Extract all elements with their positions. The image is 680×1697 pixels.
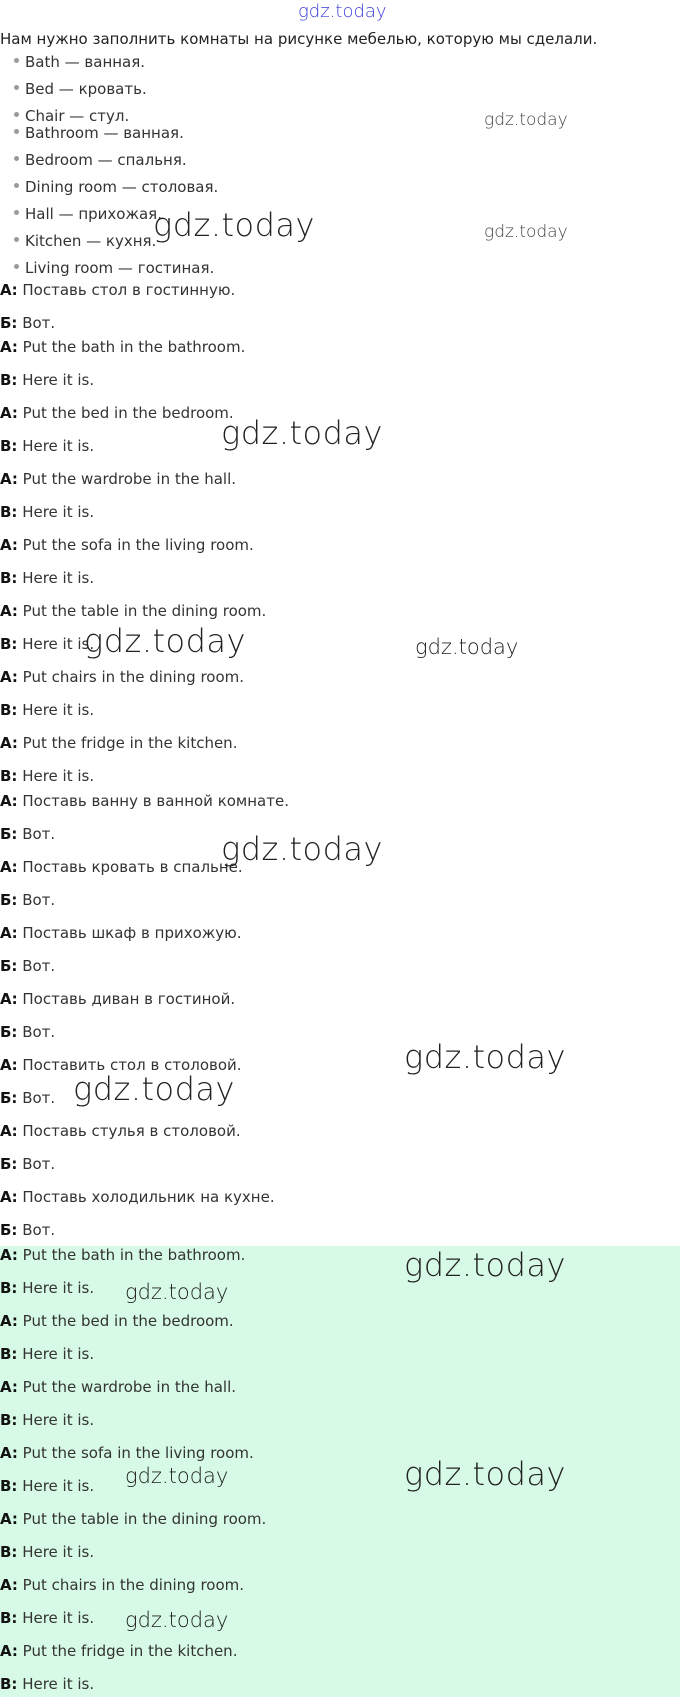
dialog-line: A: Put the bath in the bathroom. [0,338,246,356]
watermark: gdz.today [221,830,383,868]
bullet-icon [14,264,19,269]
list-item: Chair — стул. [14,107,129,125]
top-watermark: gdz.today [298,1,387,22]
dialog-line: B: Here it is. [0,1609,95,1627]
dialog-line: Б: Вот. [0,1023,56,1041]
dialog-line: B: Here it is. [0,437,95,455]
list-item: Living room — гостиная. [14,259,214,277]
dialog-line: B: Here it is. [0,1543,95,1561]
dialog-line: A: Put the bed in the bedroom. [0,1312,234,1330]
dialog-line: Б: Вот. [0,1221,56,1239]
dialog-line: B: Here it is. [0,1345,95,1363]
dialog-line: B: Here it is. [0,701,95,719]
bullet-icon [14,210,19,215]
dialog-line: A: Put the fridge in the kitchen. [0,1642,238,1660]
dialog-line: B: Here it is. [0,1411,95,1429]
dialog-line: А: Поставь шкаф в прихожую. [0,924,242,942]
dialog-line: A: Put the sofa in the living room. [0,536,254,554]
bullet-icon [14,183,19,188]
dialog-line: Б: Вот. [0,1155,56,1173]
dialog-line: А: Поставить стол в столовой. [0,1056,242,1074]
dialog-line: А: Поставь стол в гостинную. [0,281,236,299]
bullet-icon [14,129,19,134]
dialog-line: A: Put chairs in the dining room. [0,1576,245,1594]
dialog-line: А: Поставь стулья в столовой. [0,1122,241,1140]
watermark: gdz.today [153,206,315,244]
watermark: gdz.today [404,1038,566,1076]
dialog-line: B: Here it is. [0,371,95,389]
watermark: gdz.today [484,222,568,242]
intro-text: Нам нужно заполнить комнаты на рисунке мебелью, которую мы сделали. [0,30,598,48]
dialog-line: A: Put the wardrobe in the hall. [0,470,237,488]
dialog-line: B: Here it is. [0,569,95,587]
dialog-line: Б: Вот. [0,1089,56,1107]
bullet-icon [14,85,19,90]
list-item: Kitchen — кухня. [14,232,156,250]
dialog-line: А: Поставь диван в гостиной. [0,990,236,1008]
watermark: gdz.today [125,1280,229,1304]
bullet-icon [14,58,19,63]
dialog-line: А: Поставь ванну в ванной комнате. [0,792,289,810]
dialog-line: A: Put the fridge in the kitchen. [0,734,238,752]
dialog-line: B: Here it is. [0,1477,95,1495]
dialog-line: A: Put the table in the dining room. [0,1510,267,1528]
list-item: Hall — прихожая. [14,205,162,223]
dialog-line: A: Put the table in the dining room. [0,602,267,620]
list-item: Dining room — столовая. [14,178,218,196]
dialog-line: А: Поставь кровать в спальне. [0,858,243,876]
dialog-line: A: Put the bed in the bedroom. [0,404,234,422]
dialog-line: B: Here it is. [0,635,95,653]
watermark: gdz.today [484,110,568,130]
list-item: Bath — ванная. [14,53,145,71]
watermark: gdz.today [404,1455,566,1493]
watermark: gdz.today [221,414,383,452]
watermark: gdz.today [415,635,519,659]
dialog-line: A: Put the bath in the bathroom. [0,1246,246,1264]
dialog-line: B: Here it is. [0,503,95,521]
watermark: gdz.today [73,1070,235,1108]
watermark: gdz.today [125,1608,229,1632]
watermark: gdz.today [125,1464,229,1488]
dialog-line: B: Here it is. [0,1279,95,1297]
dialog-line: Б: Вот. [0,957,56,975]
dialog-line: А: Поставь холодильник на кухне. [0,1188,275,1206]
dialog-line: A: Put the sofa in the living room. [0,1444,254,1462]
list-item: Bed — кровать. [14,80,147,98]
list-item: Bathroom — ванная. [14,124,184,142]
bullet-icon [14,156,19,161]
watermark: gdz.today [404,1246,566,1284]
dialog-line: Б: Вот. [0,825,56,843]
bullet-icon [14,237,19,242]
list-item: Bedroom — спальня. [14,151,187,169]
bullet-icon [14,112,19,117]
dialog-line: Б: Вот. [0,891,56,909]
dialog-line: B: Here it is. [0,1675,95,1693]
watermark: gdz.today [84,622,246,660]
dialog-line: B: Here it is. [0,767,95,785]
dialog-line: A: Put chairs in the dining room. [0,668,245,686]
dialog-line: Б: Вот. [0,314,56,332]
dialog-line: A: Put the wardrobe in the hall. [0,1378,237,1396]
